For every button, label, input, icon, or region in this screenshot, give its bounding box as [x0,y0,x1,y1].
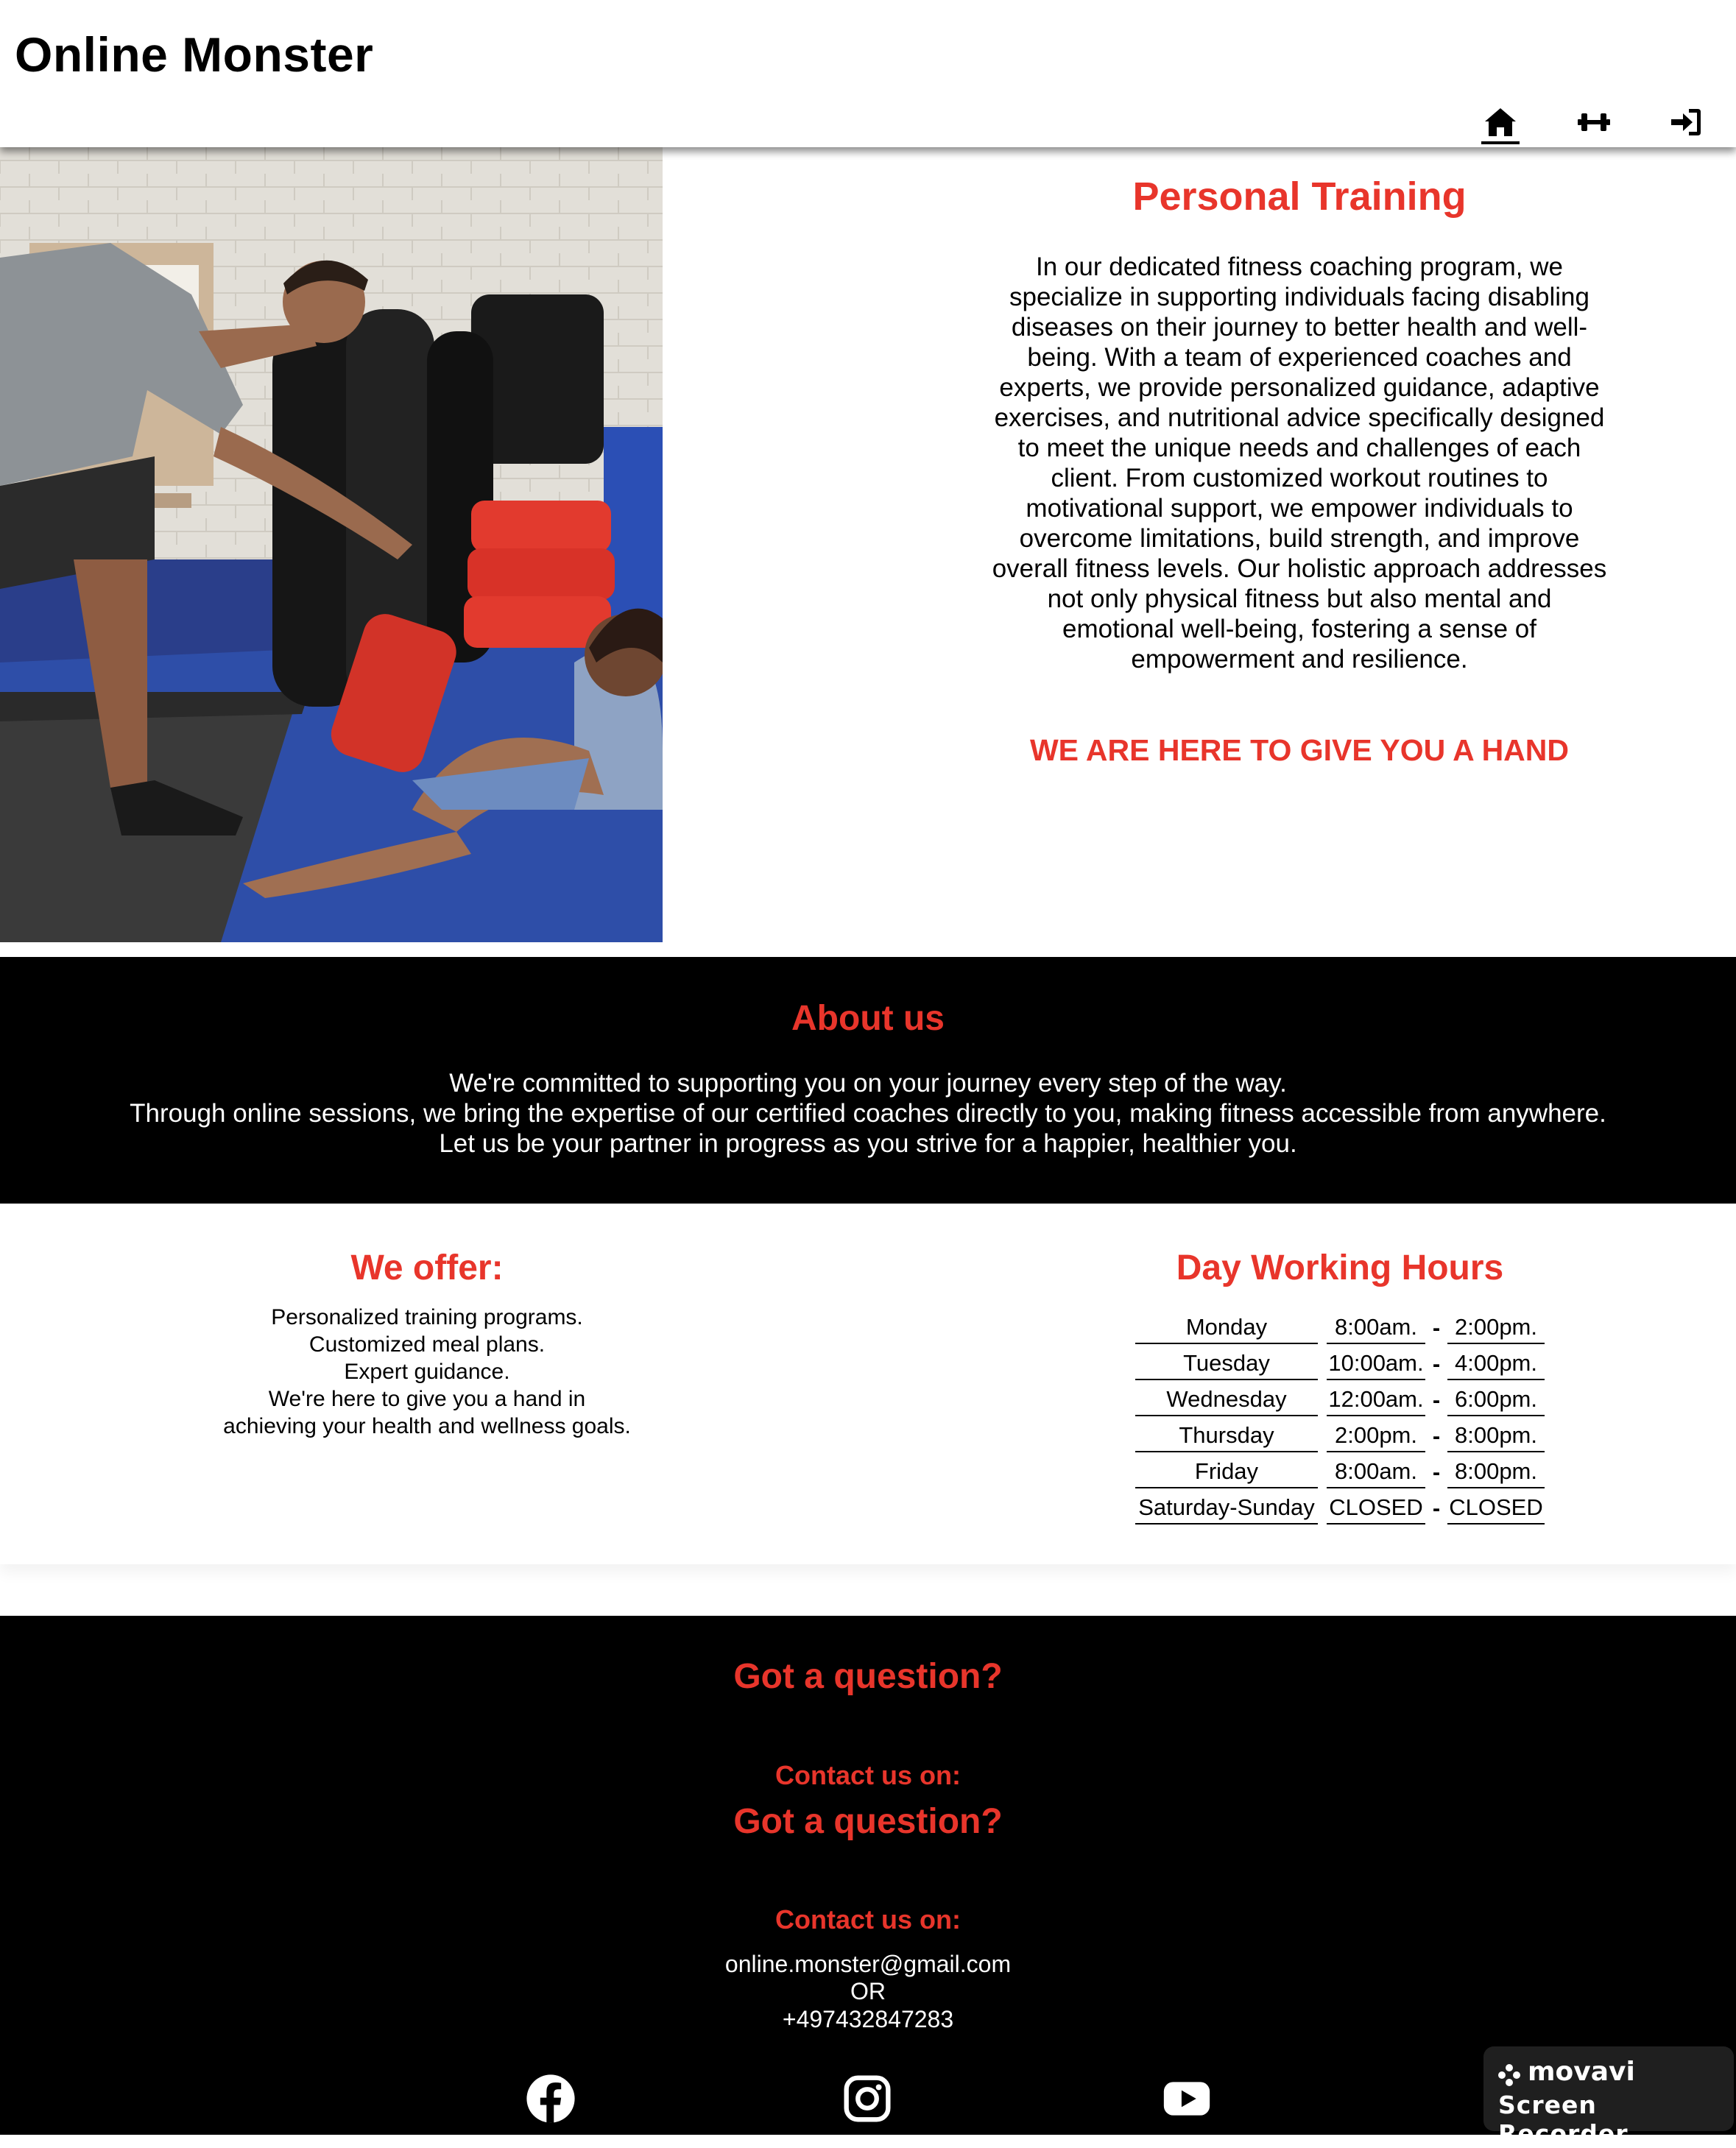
home-icon-graphic [1483,105,1518,140]
hours-open: 8:00am. [1327,1458,1425,1488]
youtube-icon-graphic [1162,2074,1212,2124]
hours-day: Friday [1135,1458,1318,1488]
hours-close: CLOSED [1447,1494,1545,1525]
hours-open: CLOSED [1327,1494,1425,1525]
watermark-product: Screen Recorder [1498,2091,1629,2148]
offer-item: achieving your health and wellness goals. [223,1414,631,1438]
screen-recorder-watermark [1483,2046,1734,2148]
site-brand[interactable]: Online Monster [15,27,374,82]
offer-list [169,1304,685,1440]
hours-open: 10:00am. [1327,1350,1425,1380]
offer-item: Expert guidance. [344,1360,510,1384]
hours-row [1135,1308,1545,1344]
site-footer [0,1616,1736,2135]
hours-row [1135,1344,1545,1380]
personal-training-description: In our dedicated fitness coaching program, we specialize in supporting individuals facing disabling diseases on their journey to better health and well-being. With a team of experienced coaches and experts, we provide personalized guidance, adaptive exercises, and nutritional advice specifically designed to meet the unique needs and challenges of each client. From customized workout routines to motivational support, we empower individuals to overcome limitations, build strength, and improve overall fitness levels. Our holistic approach addresses not only physical fitness but also mental and emotional well-being, fostering a sense of empowerment and resilience. [992,252,1607,674]
hero-image [0,147,663,942]
home-icon[interactable] [1480,103,1521,141]
watermark-brand: movavi [1528,2057,1635,2087]
hours-day: Wednesday [1135,1386,1318,1416]
contact-heading: Contact us on: [775,1904,961,1935]
about-line: Through online sessions, we bring the expertise of our certified coaches directly to you, making fitness accessible from anywhere. [130,1099,1606,1128]
hours-separator: - [1432,1387,1441,1413]
about-line: We're committed to supporting you on your journey every step of the way. [449,1069,1287,1098]
hours-title: Day Working Hours [1176,1248,1504,1287]
hours-separator: - [1432,1423,1441,1449]
hours-row [1135,1416,1545,1452]
hours-day: Monday [1135,1314,1318,1344]
question-heading: Got a question? [733,1657,1003,1696]
hours-day: Tuesday [1135,1350,1318,1380]
question-heading: Got a question? [733,1802,1003,1841]
offer-item: We're here to give you a hand in [268,1387,586,1411]
hours-close: 8:00pm. [1447,1422,1545,1452]
contact-heading: Contact us on: [775,1760,961,1790]
contact-email-link[interactable]: online.monster@gmail.com [724,1951,1012,1977]
personal-training-title: Personal Training [1132,174,1467,219]
hours-separator: - [1432,1315,1441,1340]
hours-separator: - [1432,1495,1441,1521]
hours-table [1135,1308,1545,1525]
about-title: About us [791,999,945,1038]
instagram-icon[interactable] [841,2072,894,2125]
login-icon-graphic [1668,105,1704,140]
instagram-icon-graphic [842,2074,892,2124]
about-line: Let us be your partner in progress as you strive for a happier, healthier you. [439,1129,1297,1158]
login-icon[interactable] [1665,103,1707,141]
youtube-icon[interactable] [1160,2072,1213,2125]
hours-row [1135,1380,1545,1416]
dumbbell-icon[interactable] [1573,103,1615,141]
hours-open: 12:00am. [1327,1386,1425,1416]
contact-phone-link[interactable]: +497432847283 [782,2006,954,2032]
movavi-logo-icon [1497,2063,1522,2088]
facebook-icon-graphic [526,2074,576,2124]
hours-day: Thursday [1135,1422,1318,1452]
hours-close: 4:00pm. [1447,1350,1545,1380]
coach-photo-illustration [0,147,663,942]
hours-day: Saturday-Sunday [1135,1494,1318,1525]
hours-close: 2:00pm. [1447,1314,1545,1344]
hours-separator: - [1432,1351,1441,1377]
hours-open: 2:00pm. [1327,1422,1425,1452]
hero-tagline: WE ARE HERE TO GIVE YOU A HAND [1029,733,1569,767]
hours-separator: - [1432,1459,1441,1485]
hours-close: 8:00pm. [1447,1458,1545,1488]
facebook-icon[interactable] [524,2072,577,2125]
hours-row [1135,1452,1545,1488]
offer-item: Customized meal plans. [308,1332,546,1357]
contact-or: OR [850,1978,886,2004]
offer-hours-section [0,1204,1736,1564]
offer-title: We offer: [350,1248,504,1287]
offer-item: Personalized training programs. [271,1305,583,1329]
hours-close: 6:00pm. [1447,1386,1545,1416]
hours-row [1135,1488,1545,1525]
site-header [0,0,1736,147]
dumbbell-icon-graphic [1576,105,1612,140]
about-section [0,957,1736,1204]
hours-open: 8:00am. [1327,1314,1425,1344]
